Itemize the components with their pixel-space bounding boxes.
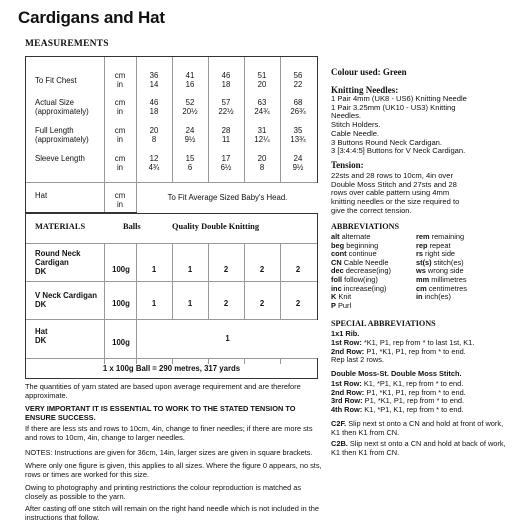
balls-cell: 2 [295, 299, 301, 308]
note-figures: Where only one figure is given, this applies to all sizes. Where the figure 0 appears, no sts, rows or times are worked for this size. [25, 461, 322, 479]
note-quantities: The quantities of yarn stated are based upon average requirement and are therefore approximate. [25, 382, 301, 400]
note-sizes: NOTES: Instructions are given for 36cm, 14in, larger sizes are given in square brackets. [25, 448, 313, 457]
abbreviations-right: rem remaining rep repeat rs right side st(s) stitch(es) ws wrong side mm millimetres cm centimetres in inch(es) [416, 232, 467, 302]
material-weight: 100g [112, 338, 130, 347]
row-label: To Fit Chest [35, 76, 77, 85]
special-abbreviations-heading: SPECIAL ABBREVIATIONS [331, 319, 436, 328]
double-moss-heading: Double Moss-St. Double Moss Stitch. [331, 369, 462, 378]
value-cell: 68 26¾ [290, 98, 306, 116]
row-label: Actual Size (approximately) [35, 98, 89, 116]
row-label: Hat [35, 191, 48, 200]
value-cell: 52 20½ [182, 98, 198, 116]
balls-cell: 1 [137, 320, 318, 358]
c2f-definition: C2F. Slip next st onto a CN and hold at front of work, K1 then K1 from CN. [331, 419, 504, 437]
unit-cell: cm in [114, 126, 126, 144]
unit-cell: cm in [114, 71, 126, 89]
needles-heading: Knitting Needles: [331, 85, 399, 95]
material-weight: 100g [112, 299, 130, 308]
yarn-quality-header: Quality Double Knitting [172, 222, 260, 231]
value-cell: 20 8 [149, 126, 159, 144]
balls-header: Balls [123, 222, 141, 231]
value-cell: 36 14 [149, 71, 159, 89]
value-cell: 15 6 [185, 154, 195, 172]
rib-heading: 1x1 Rib. [331, 329, 360, 338]
materials-table [25, 213, 318, 379]
measurements-table [25, 56, 318, 213]
hat-note: To Fit Average Sized Baby's Head. [137, 183, 318, 213]
value-cell: 20 8 [257, 154, 267, 172]
balls-cell: 2 [259, 265, 265, 274]
value-cell: 12 4¾ [148, 154, 160, 172]
balls-cell: 1 [151, 265, 157, 274]
abbreviations-left: alt alternate beg beginning cont continue CN Cable Needle dec decrease(ing) foll follow(ing) inc increase(ing) K Knit P Purl [331, 232, 391, 310]
value-cell: 51 20 [257, 71, 267, 89]
value-cell: 46 18 [221, 71, 231, 89]
colour-used: Colour used: Green [331, 67, 407, 77]
material-name: Round Neck Cardigan DK [35, 249, 81, 276]
materials-heading: MATERIALS [35, 222, 86, 231]
note-colour: Owing to photography and printing restrictions the colour reproduction is matched as closely as possible to the yarn. [25, 483, 302, 501]
material-weight: 100g [112, 265, 130, 274]
tension-text: 22sts and 28 rows to 10cm, 4in over Double Moss Stitch and 27sts and 28 rows over cable pattern using 4mm knitting needles or the size required to give the correct tension. [331, 171, 460, 215]
value-cell: 31 12¼ [254, 126, 270, 144]
material-name: Hat DK [35, 327, 48, 345]
note-needles: If there are less sts and rows to 10cm, 4in, change to finer needles; if there are more sts and rows to 10cm, 4in, change to larger needles. [25, 424, 313, 442]
double-moss-rows: 1st Row: K1, *P1, K1, rep from * to end. 2nd Row: P1, *K1, P1, rep from * to end. 3rd Row: P1, *K1, P1, rep from * to end. 4th Row: K1, *P1, K1, rep from * to end. [331, 379, 466, 414]
row-label: Full Length (approximately) [35, 126, 89, 144]
balls-cell: 1 [187, 265, 193, 274]
unit-cell: cm in [110, 191, 130, 209]
value-cell: 24 9½ [292, 154, 304, 172]
value-cell: 24 9½ [184, 126, 196, 144]
page-title: Cardigans and Hat [18, 8, 165, 27]
value-cell: 41 16 [185, 71, 195, 89]
value-cell: 63 24¾ [254, 98, 270, 116]
rib-rows: 1st Row: *K1, P1, rep from * to last 1st, K1. 2nd Row: P1, *K1, P1, rep from * to end. Rep last 2 rows. [331, 338, 475, 365]
balls-cell: 2 [223, 265, 229, 274]
abbreviations-heading: ABBREVIATIONS [331, 222, 400, 231]
value-cell: 57 22½ [218, 98, 234, 116]
note-casting-off: After casting off one stitch will remain on the right hand needle which is not included in the instructions that follow. [25, 504, 320, 522]
material-name: V Neck Cardigan DK [35, 291, 97, 309]
tension-heading: Tension: [331, 160, 364, 170]
balls-cell: 2 [259, 299, 265, 308]
c2b-definition: C2B. Slip next st onto a CN and hold at back of work, K1 then K1 from CN. [331, 439, 506, 457]
measurements-heading: MEASUREMENTS [25, 39, 109, 49]
value-cell: 35 13¾ [290, 126, 306, 144]
value-cell: 56 22 [293, 71, 303, 89]
value-cell: 28 11 [221, 126, 231, 144]
value-cell: 17 6½ [220, 154, 232, 172]
value-cell: 46 18 [149, 98, 159, 116]
ball-length-note: 1 x 100g Ball = 290 metres, 317 yards [26, 364, 317, 378]
unit-cell: cm in [114, 154, 126, 172]
row-label: Sleeve Length [35, 154, 85, 163]
balls-cell: 1 [187, 299, 193, 308]
balls-cell: 2 [295, 265, 301, 274]
balls-cell: 1 [151, 299, 157, 308]
needles-list: 1 Pair 4mm (UK8 - US6) Knitting Needle 1 Pair 3.25mm (UK10 - US3) Knitting Needles. Stitch Holders. Cable Needle. 3 Buttons Round Neck Cardigan. 3 [3:4:4:5] Buttons for V Neck Cardigan. [331, 94, 467, 156]
balls-cell: 2 [223, 299, 229, 308]
note-tension-warning: VERY IMPORTANT IT IS ESSENTIAL TO WORK TO THE STATED TENSION TO ENSURE SUCCESS. [25, 404, 296, 422]
unit-cell: cm in [114, 98, 126, 116]
